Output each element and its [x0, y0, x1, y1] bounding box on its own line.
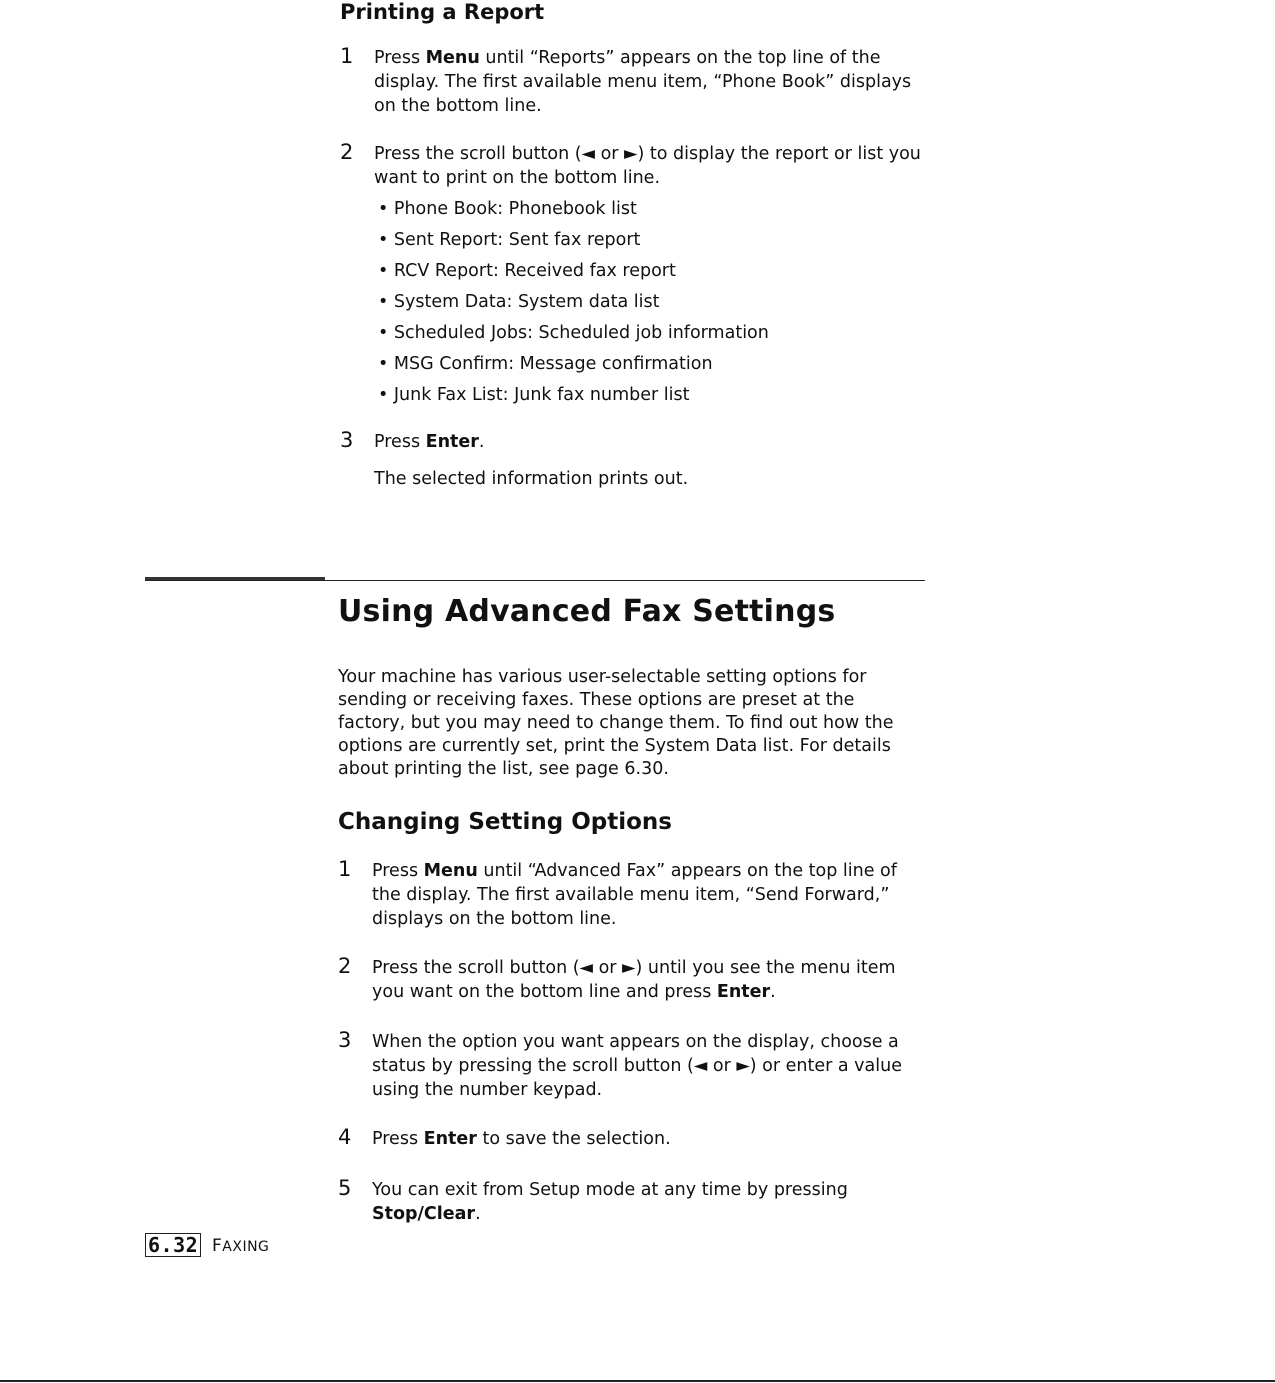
list-item: • Scheduled Jobs: Scheduled job information — [378, 323, 769, 343]
section-divider — [145, 580, 925, 581]
step-text: Press Menu until “Advanced Fax” appears on the top line of the display. The first available menu item, “Send Forward,” displays on the bottom line. — [372, 861, 897, 929]
step-number: 4 — [338, 1125, 352, 1149]
section-divider-accent — [145, 577, 325, 580]
section-label: FAXING — [212, 1236, 270, 1256]
section-heading-changing-options: Changing Setting Options — [338, 809, 672, 835]
step-number: 2 — [340, 140, 354, 164]
list-item: • Junk Fax List: Junk fax number list — [378, 385, 690, 405]
step-text: Press Enter to save the selection. — [372, 1129, 671, 1149]
step-number: 1 — [340, 44, 354, 68]
section-heading-printing-report: Printing a Report — [340, 0, 545, 24]
list-item: • Sent Report: Sent fax report — [378, 230, 641, 250]
step-number: 3 — [340, 428, 354, 452]
step-text: Press Menu until “Reports” appears on the top line of the display. The first available menu item, “Phone Book” displays on the bottom line. — [374, 48, 912, 116]
step-number: 2 — [338, 954, 352, 978]
list-item: • Phone Book: Phonebook list — [378, 199, 637, 219]
step-number: 1 — [338, 857, 352, 881]
step-result: The selected information prints out. — [374, 469, 689, 489]
list-item: • MSG Confirm: Message confirmation — [378, 354, 713, 374]
step-number: 5 — [338, 1176, 352, 1200]
step-text: Press the scroll button (◄ or ►) until you see the menu item you want on the bottom line and press Enter. — [372, 958, 896, 1002]
page-bottom-edge — [0, 1380, 1275, 1382]
intro-paragraph: Your machine has various user-selectable setting options for sending or receiving faxes. These options are preset at the factory, but you may need to change them. To find out how the options are currently set, print the System Data list. For details about printing the list, see page 6.30. — [338, 667, 894, 779]
step-text: You can exit from Setup mode at any time by pressing Stop/Clear. — [372, 1180, 848, 1224]
step-text: Press Enter. — [374, 432, 485, 452]
page-number: 6.32 — [145, 1233, 201, 1257]
step-text: Press the scroll button (◄ or ►) to display the report or list you want to print on the bottom line. — [374, 144, 921, 188]
step-text: When the option you want appears on the display, choose a status by pressing the scroll button (◄ or ►) or enter a value using the number keypad. — [372, 1032, 902, 1100]
step-number: 3 — [338, 1028, 352, 1052]
list-item: • System Data: System data list — [378, 292, 660, 312]
list-item: • RCV Report: Received fax report — [378, 261, 676, 281]
page-title: Using Advanced Fax Settings — [338, 594, 836, 629]
